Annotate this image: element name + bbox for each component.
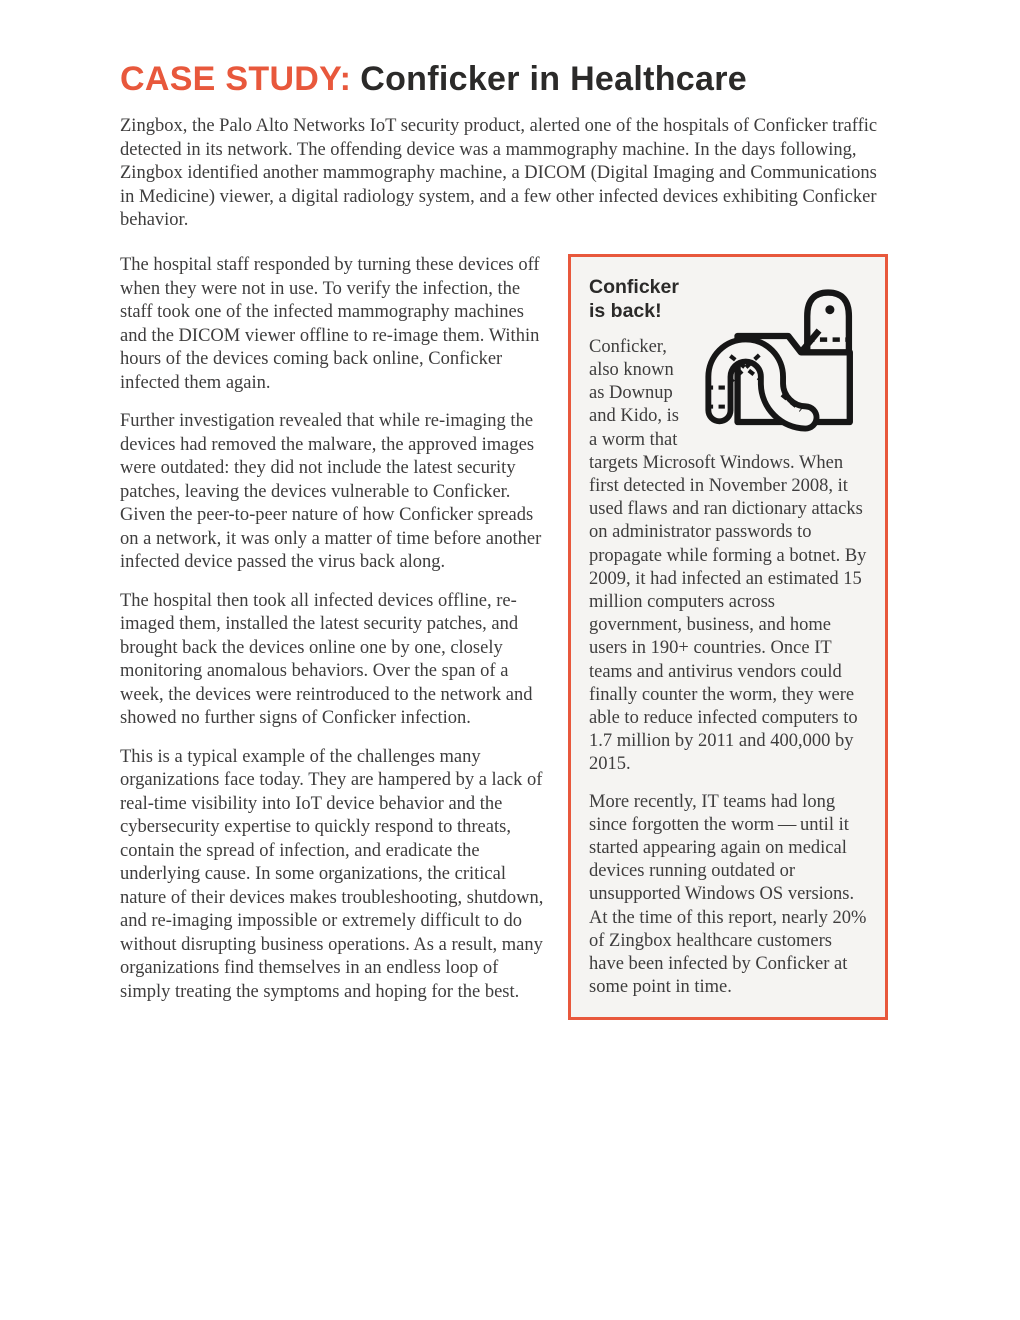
- page-title-accent: CASE STUDY:: [120, 60, 352, 98]
- article-paragraph: Further investigation revealed that while re-imaging the devices had removed the malware, the approved images were outdated: they did not include the latest security patches, leaving the devices vulnerable to Conficker. Given the peer-to-peer nature of how Conficker spreads on a network, it was only a matter of time before another infected device passed the virus back along.: [120, 411, 542, 573]
- article-paragraph: This is a typical example of the challenges many organizations face today. They are hampered by a lack of real-time visibility into IoT device behavior and the cybersecurity expertise to quickly respond to threats, contain the spread of infection, and eradicate the underlying cause. In some organizations, the critical nature of their devices makes troubleshooting, shutdown, and re-imaging impossible or extremely difficult to do without disrupting business operations. As a result, many organizations find themselves in an endless loop of simply treating the symptoms and hoping for the best.: [120, 746, 544, 1002]
- callout-box: [568, 254, 888, 1020]
- callout-paragraph: More recently, IT teams had long since forgotten the worm — until it started appearing again on medical devices running outdated or unsupported Windows OS versions. At the time of this report, nearly 20% of Zingbox healthcare customers have been infected by Conficker at some point in time.: [589, 791, 867, 998]
- callout-heading: Conficker is back!: [589, 276, 679, 323]
- callout-paragraph: Conficker, also known as Downup and Kido, is a worm that targets Microsoft Windows. When first detected in November 2008, it used flaws and ran dictionary attacks on administrator passwords to propagate while forming a botnet. By 2009, it had infected an estimated 15 million computers across government, business, and home users in 190+ countries. Once IT teams and antivirus vendors could finally counter the worm, they were able to reduce infected computers to 1.7 million by 2011 and 400,000 by 2015.: [589, 336, 867, 775]
- article-paragraph: The hospital staff responded by turning these devices off when they were not in use. To verify the infection, the staff took one of the infected mammography machines and the DICOM viewer offline to re-image them. Within hours of the devices coming back online, Conficker infected them again.: [120, 255, 540, 393]
- page-title: [120, 60, 890, 98]
- page-title-main: Conficker in Healthcare: [360, 60, 747, 98]
- two-column-layout: [120, 254, 888, 1020]
- article-column: [120, 254, 545, 1004]
- worm-folder-icon: [695, 277, 867, 433]
- article-paragraph: The hospital then took all infected devices offline, re-imaged them, installed the latest security patches, and brought back the devices online one by one, closely monitoring anomalous behaviors. Over the span of a week, the devices were reintroduced to the network and showed no further signs of Conficker infection.: [120, 590, 533, 729]
- intro-paragraph: Zingbox, the Palo Alto Networks IoT security product, alerted one of the hospitals of Conficker traffic detected in its network. The offending device was a mammography machine. In the days following, Zingbox identified another mammography machine, a DICOM (Digital Imaging and Communications in Medicine) viewer, a digital radiology system, and a few other infected devices exhibiting Conficker behavior.: [120, 116, 878, 231]
